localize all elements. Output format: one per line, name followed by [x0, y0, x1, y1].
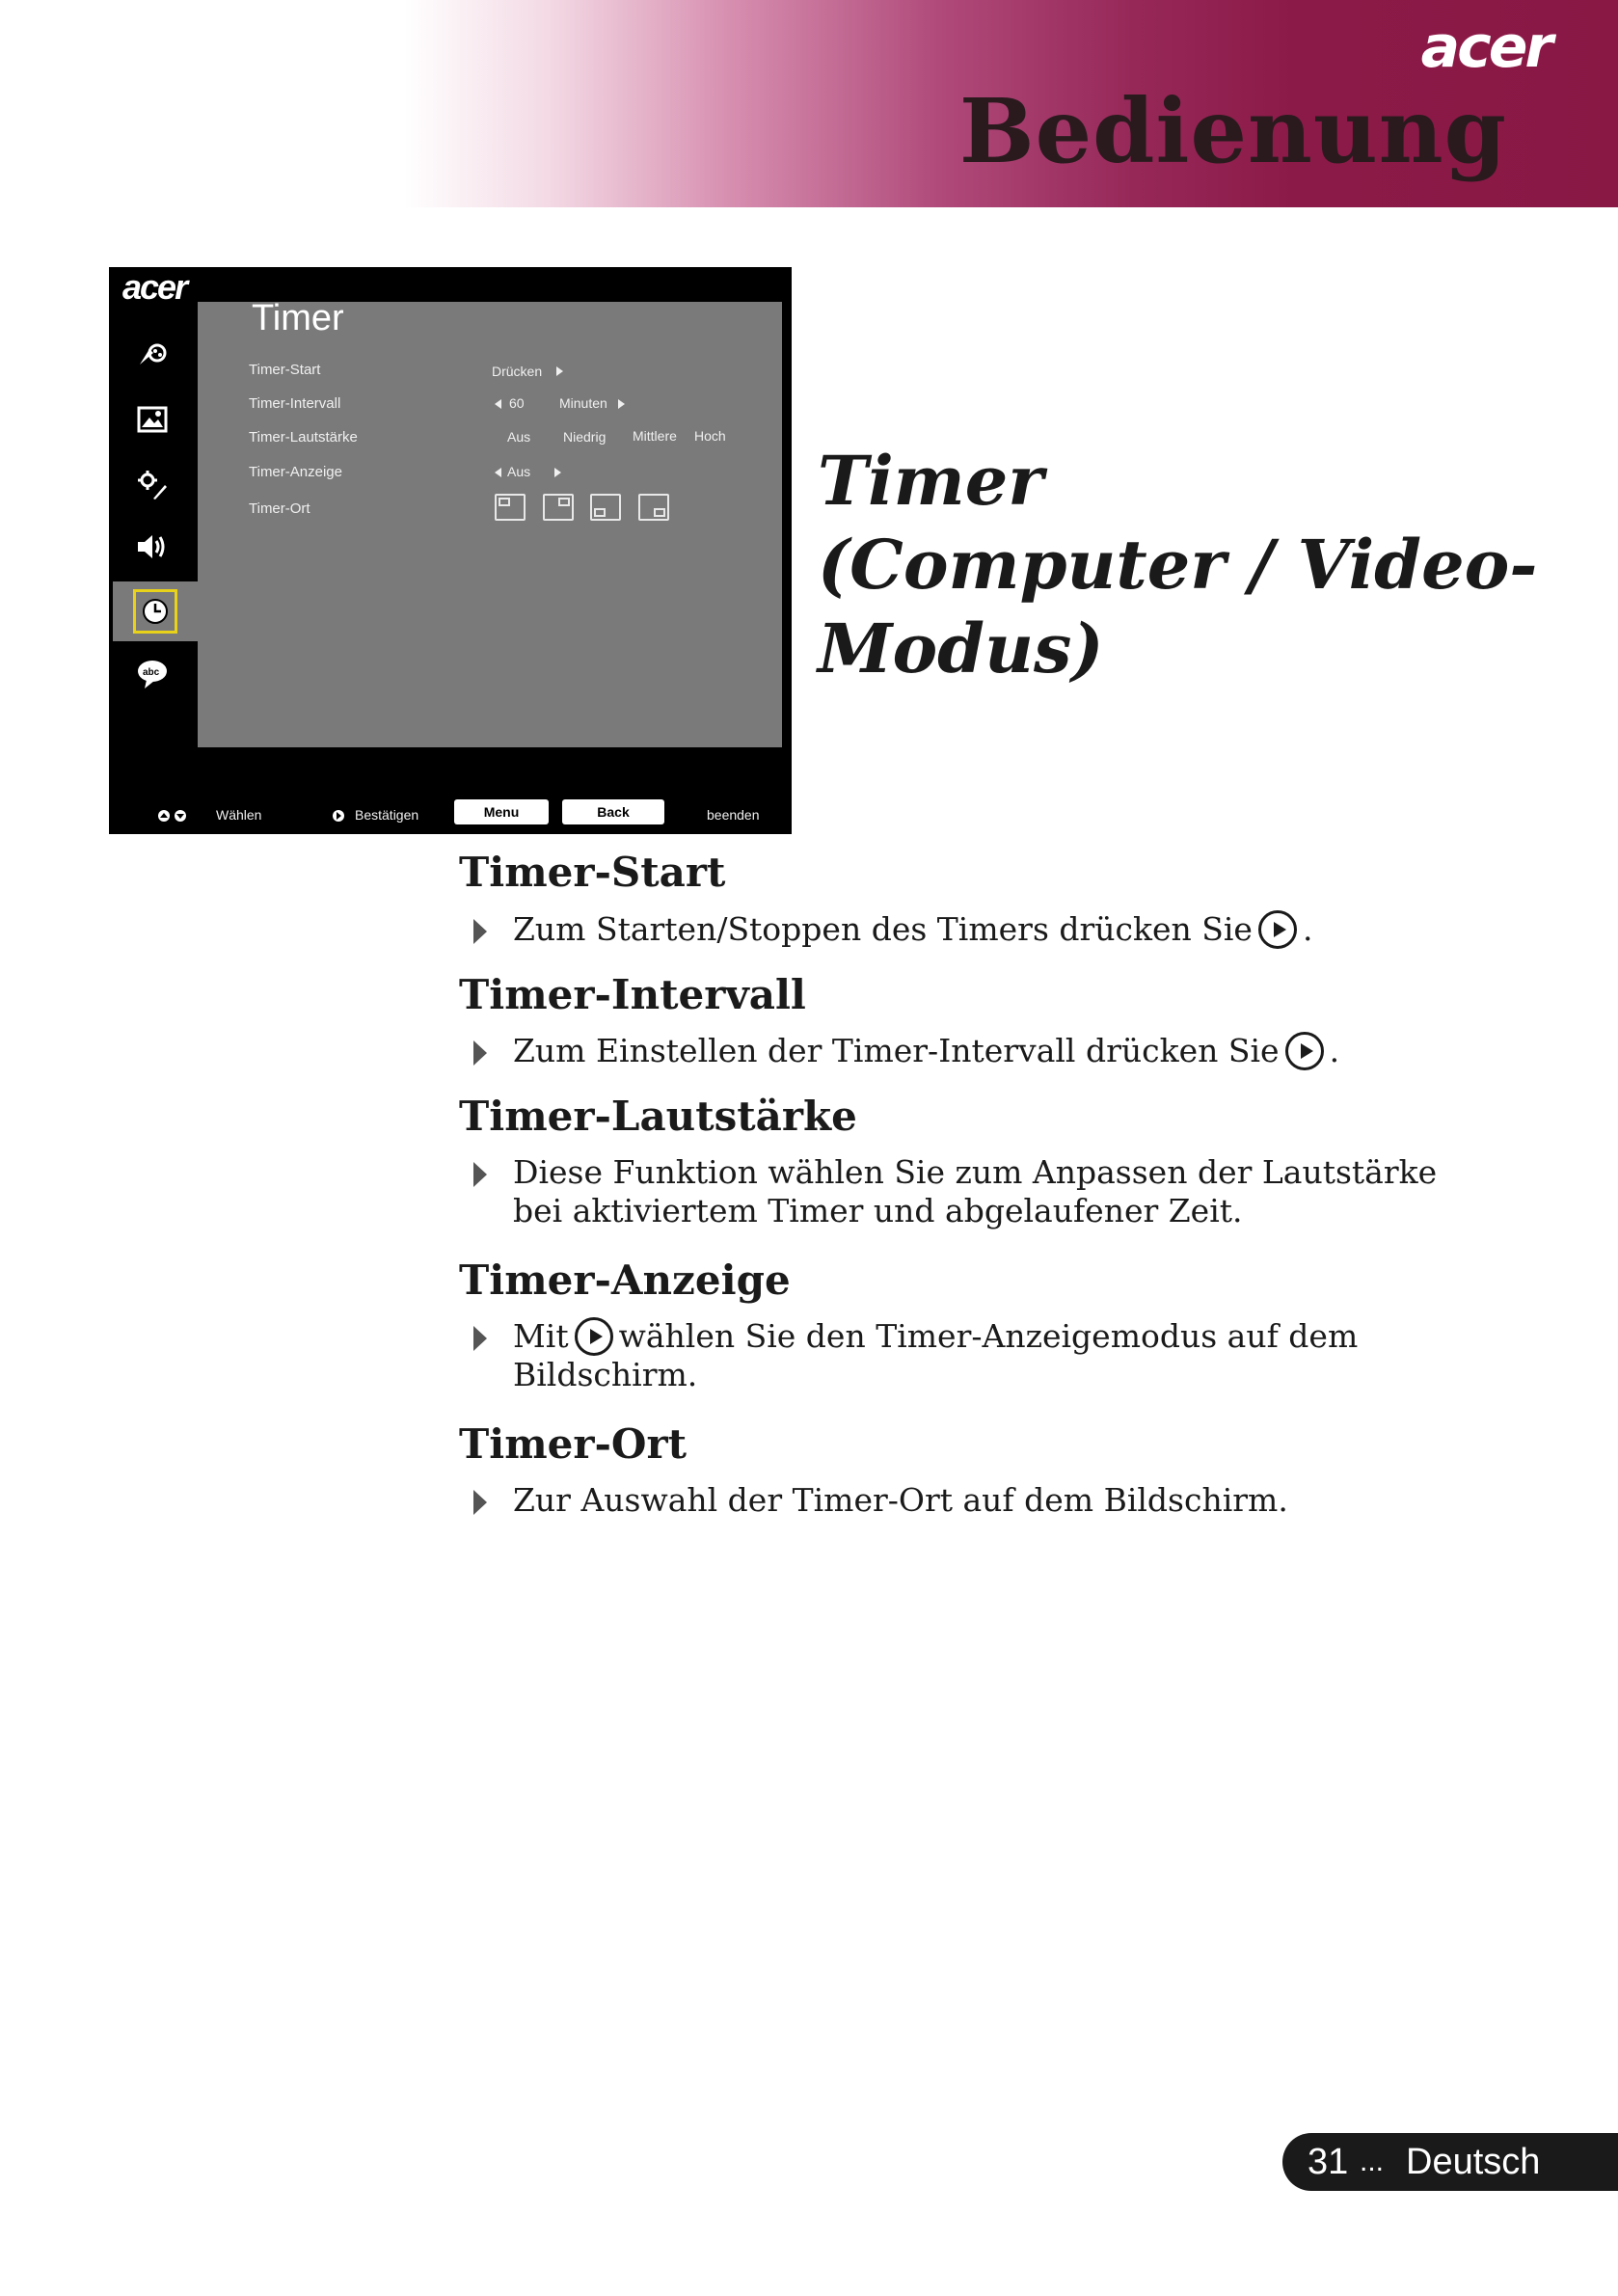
text-segment: Zum Einstellen der Timer-Intervall drücken Sie: [513, 1032, 1280, 1069]
arrow-right-icon[interactable]: [618, 399, 625, 409]
position-bottom-right-icon[interactable]: [638, 494, 669, 521]
osd-back-button[interactable]: Back: [562, 799, 664, 824]
settings-gear-icon[interactable]: [128, 464, 176, 506]
osd-timer-start-value[interactable]: Drücken: [492, 364, 543, 379]
osd-menu-button[interactable]: Menu: [454, 799, 549, 824]
up-down-arrows-icon: [157, 809, 188, 823]
text-segment: .: [1302, 910, 1313, 948]
image-icon[interactable]: [128, 398, 176, 441]
text-segment: Mit: [513, 1317, 569, 1355]
osd-footer-exit: beenden: [707, 807, 760, 823]
bullet-arrow-icon: [473, 1490, 487, 1515]
page-separator: ...: [1360, 2146, 1385, 2177]
osd-row-timer-start-label[interactable]: Timer-Start: [249, 362, 321, 378]
osd-volume-option-medium[interactable]: Mittlere: [633, 428, 677, 444]
text-segment: Zum Starten/Stoppen des Timers drücken Sie: [513, 910, 1253, 948]
text-timer-display: [513, 1317, 1419, 1394]
bullet-arrow-icon: [473, 1326, 487, 1351]
arrow-right-icon[interactable]: [554, 468, 561, 477]
play-button-icon: [1258, 910, 1297, 949]
text-timer-volume: Diese Funktion wählen Sie zum Anpassen der Lautstärke bei aktiviertem Timer und abgelaufener Zeit.: [513, 1153, 1438, 1229]
osd-timer-interval-value[interactable]: 60: [509, 395, 525, 411]
color-palette-icon[interactable]: [128, 335, 176, 377]
osd-row-timer-volume-label[interactable]: Timer-Lautstärke: [249, 429, 358, 446]
osd-footer-select: Wählen: [216, 807, 262, 823]
section-title-line1: Timer: [818, 441, 1044, 521]
osd-row-timer-interval-label[interactable]: Timer-Intervall: [249, 395, 341, 412]
arrow-left-icon[interactable]: [495, 399, 501, 409]
heading-timer-volume: Timer-Lautstärke: [459, 1093, 857, 1140]
osd-volume-option-low[interactable]: Niedrig: [563, 429, 607, 445]
bullet-arrow-icon: [473, 1040, 487, 1066]
arrow-right-icon[interactable]: [556, 366, 563, 376]
text-timer-location: Zur Auswahl der Timer-Ort auf dem Bildschirm.: [513, 1481, 1288, 1519]
position-bottom-left-icon[interactable]: [590, 494, 621, 521]
text-timer-start: [513, 910, 1487, 949]
page-header-title: Bedienung: [958, 79, 1507, 183]
osd-row-timer-display-label[interactable]: Timer-Anzeige: [249, 464, 342, 480]
bullet-arrow-icon: [473, 1162, 487, 1187]
osd-title: Timer: [252, 298, 344, 338]
text-segment: .: [1329, 1032, 1340, 1069]
speaker-icon[interactable]: [128, 526, 176, 568]
heading-timer-display: Timer-Anzeige: [459, 1256, 791, 1304]
osd-timer-display-value[interactable]: Aus: [507, 464, 531, 479]
osd-volume-option-off[interactable]: Aus: [507, 429, 531, 445]
text-timer-interval: [513, 1032, 1487, 1070]
svg-text:abc: abc: [143, 667, 160, 678]
section-title-line3: Modus): [818, 608, 1104, 689]
heading-timer-start: Timer-Start: [459, 849, 726, 896]
play-button-icon: [575, 1317, 613, 1356]
play-button-icon: [1285, 1032, 1324, 1070]
page-number: 31: [1308, 2142, 1349, 2182]
osd-timer-interval-unit: Minuten: [559, 395, 607, 411]
osd-logo: acer: [122, 267, 187, 307]
timer-clock-icon[interactable]: [113, 581, 198, 641]
osd-volume-option-high[interactable]: Hoch: [694, 428, 726, 444]
language-bubble-icon[interactable]: [128, 653, 176, 695]
right-arrow-circle-icon: [332, 809, 345, 823]
selected-frame: [133, 589, 177, 634]
osd-screenshot: [109, 267, 792, 834]
text-segment: wählen Sie den Timer-Anzeigemodus auf dem Bildschirm.: [513, 1317, 1359, 1393]
heading-timer-location: Timer-Ort: [459, 1420, 688, 1468]
osd-row-timer-location-label[interactable]: Timer-Ort: [249, 500, 310, 517]
header-logo: acer: [1420, 14, 1551, 81]
osd-footer-confirm: Bestätigen: [355, 807, 419, 823]
page-language: Deutsch: [1406, 2142, 1541, 2182]
bullet-arrow-icon: [473, 919, 487, 944]
heading-timer-interval: Timer-Intervall: [459, 971, 806, 1018]
arrow-left-icon[interactable]: [495, 468, 501, 477]
section-title: [818, 439, 1551, 690]
section-title-line2: (Computer / Video-: [818, 525, 1538, 605]
position-top-right-icon[interactable]: [543, 494, 574, 521]
position-top-left-icon[interactable]: [495, 494, 526, 521]
